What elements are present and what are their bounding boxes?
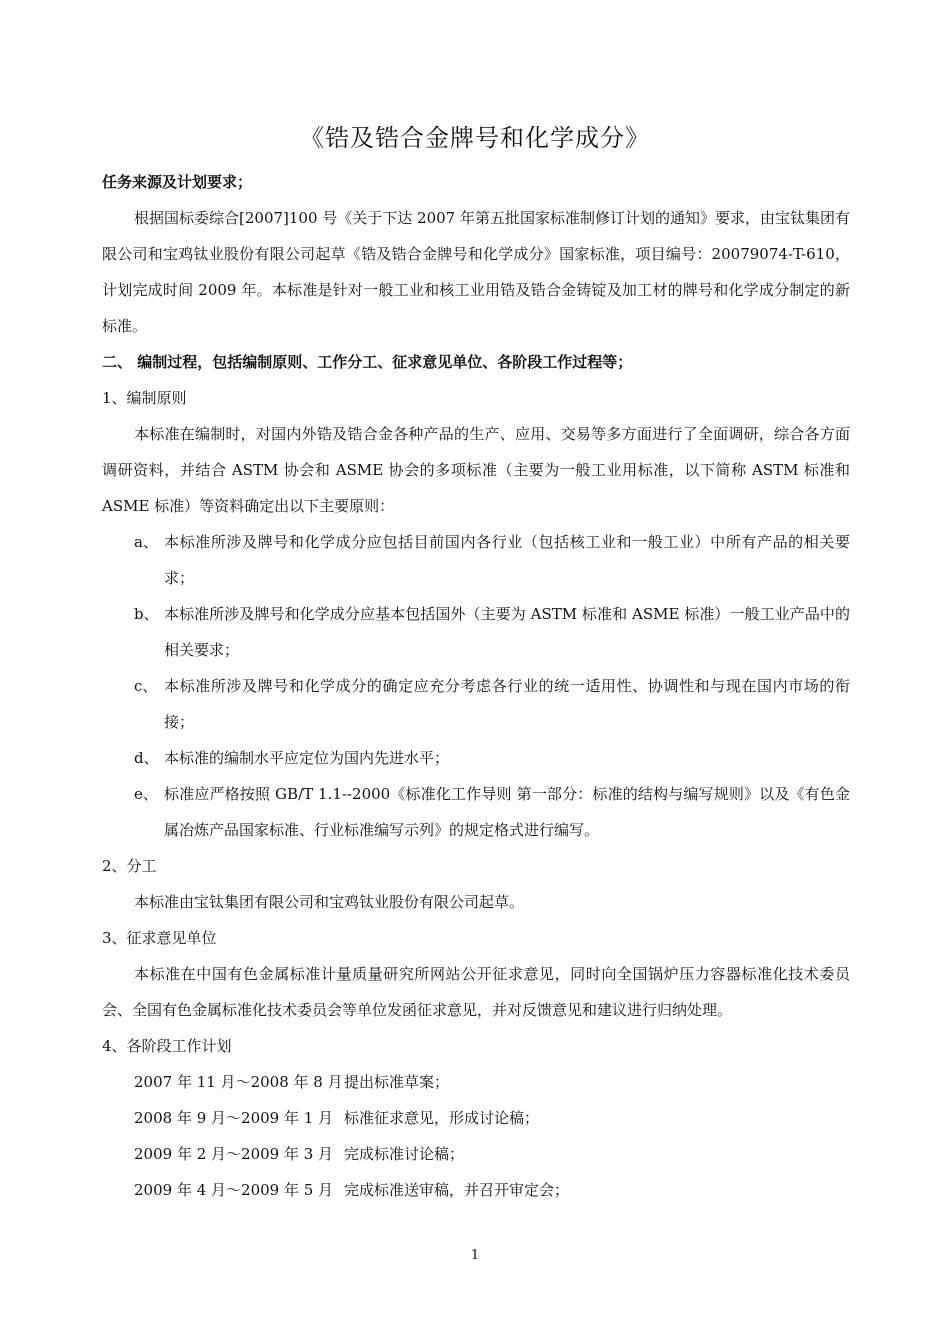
principle-text: 本标准所涉及牌号和化学成分应基本包括国外（主要为 ASTM 标准和 ASME 标准）一般工业产品中的相关要求； [164, 605, 850, 659]
principle-item [102, 776, 850, 848]
sub2-heading: 2、分工 [102, 857, 157, 875]
section2-heading: 二、 编制过程，包括编制原则、工作分工、征求意见单位、各阶段工作过程等； [102, 353, 633, 371]
sub1-heading: 1、编制原则 [102, 389, 187, 407]
schedule-period: 2008 年 9 月～2009 年 1 月 [134, 1109, 334, 1127]
principle-text: 标准应严格按照 GB/T 1.1--2000《标准化工作导则 第一部分：标准的结构与编写规则》以及《有色金属冶炼产品国家标准、行业标准编写示列》的规定格式进行编写。 [164, 785, 850, 839]
schedule-period: 2009 年 4 月～2009 年 5 月 [134, 1181, 334, 1199]
document-title: 《锆及锆合金牌号和化学成分》 [300, 124, 650, 152]
schedule-task: 标准征求意见，形成讨论稿； [344, 1109, 540, 1127]
schedule-task: 完成标准讨论稿； [344, 1145, 465, 1163]
schedule-row [102, 1100, 850, 1136]
principle-item [102, 740, 850, 776]
page-number: 1 [470, 1248, 480, 1263]
sub2-paragraph: 本标准由宝钛集团有限公司和宝鸡钛业股份有限公司起草。 [134, 893, 525, 911]
section1-heading: 任务来源及计划要求； [102, 173, 253, 191]
principle-marker: e、 [134, 785, 158, 803]
schedule-period: 2007 年 11 月～2008 年 8 月 [134, 1073, 343, 1091]
principle-text: 本标准所涉及牌号和化学成分应包括目前国内各行业（包括核工业和一般工业）中所有产品的相关要求； [164, 533, 850, 587]
principle-marker: a、 [134, 533, 158, 551]
sub1-paragraph: 本标准在编制时，对国内外锆及锆合金各种产品的生产、应用、交易等多方面进行了全面调研，综合各方面调研资料，并结合 ASTM 协会和 ASME 协会的多项标准（主要为一般工业用标准，以下简称 ASTM 标准和 ASME 标准）等资料确定出以下主要原则： [102, 425, 850, 515]
sub3-paragraph: 本标准在中国有色金属标准计量质量研究所网站公开征求意见，同时向全国锅炉压力容器标准化技术委员会、全国有色金属标准化技术委员会等单位发函征求意见，并对反馈意见和建议进行归纳处理。 [102, 965, 850, 1019]
schedule-row [102, 1136, 850, 1172]
principle-marker: c、 [134, 677, 158, 695]
principle-item [102, 596, 850, 668]
document-body [102, 164, 850, 1208]
schedule-task: 完成标准送审稿，并召开审定会； [344, 1181, 570, 1199]
principle-marker: b、 [134, 605, 159, 623]
principle-item [102, 524, 850, 596]
sub4-heading: 4、各阶段工作计划 [102, 1037, 232, 1055]
schedule-task: 提出标准草案； [344, 1073, 450, 1091]
principle-item [102, 668, 850, 740]
schedule-row [102, 1172, 850, 1208]
principle-text: 本标准所涉及牌号和化学成分的确定应充分考虑各行业的统一适用性、协调性和与现在国内市场的衔接； [164, 677, 850, 731]
principle-marker: d、 [134, 749, 159, 767]
schedule-period: 2009 年 2 月～2009 年 3 月 [134, 1145, 334, 1163]
schedule-row [102, 1064, 850, 1100]
principle-text: 本标准的编制水平应定位为国内先进水平； [164, 749, 450, 767]
section1-paragraph: 根据国标委综合[2007]100 号《关于下达 2007 年第五批国家标准制修订计划的通知》要求，由宝钛集团有限公司和宝鸡钛业股份有限公司起草《锆及锆合金牌号和化学成分》国家标准，项目编号：20079074-T-610，计划完成时间 2009 年。本标准是针对一般工业和核工业用锆及锆合金铸锭及加工材的牌号和化学成分制定的新标准。 [102, 209, 850, 335]
sub3-heading: 3、征求意见单位 [102, 929, 217, 947]
